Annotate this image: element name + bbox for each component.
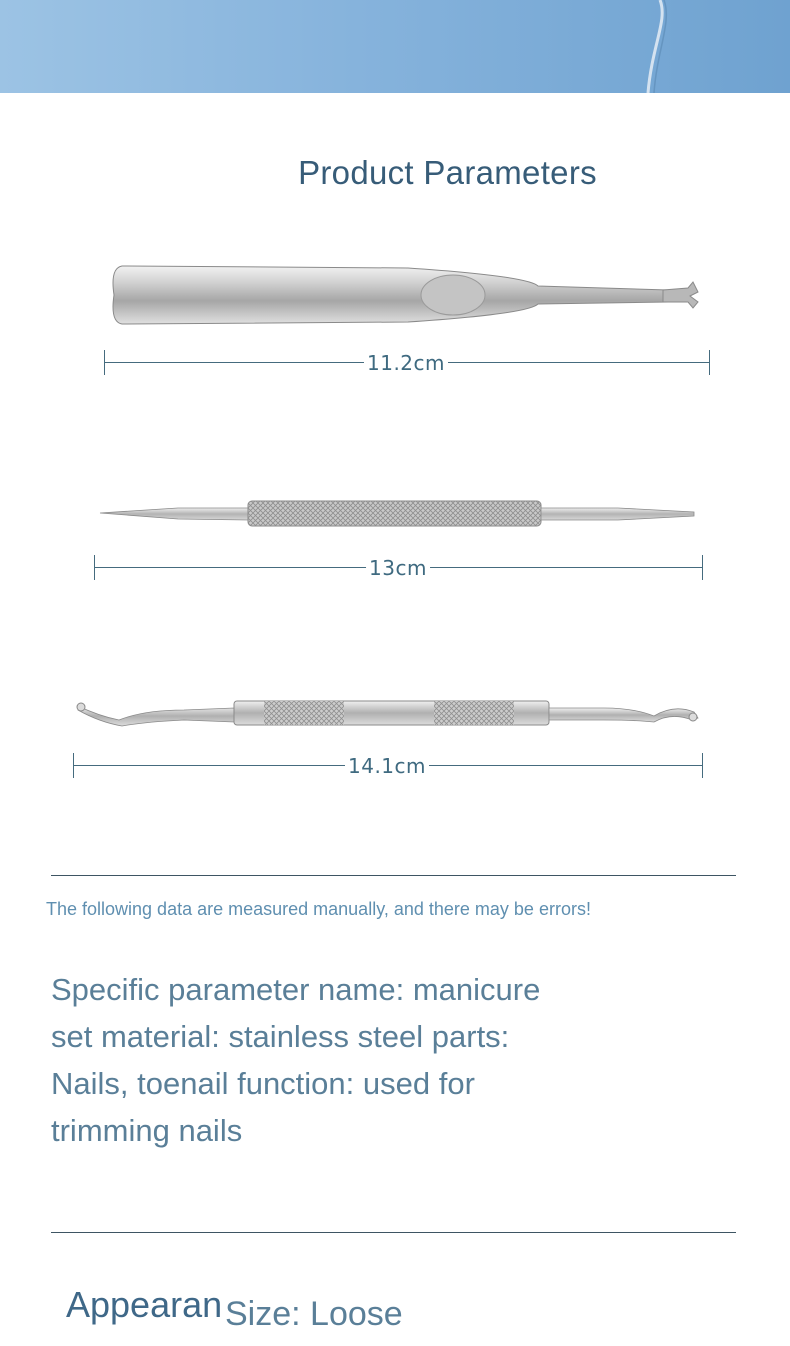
divider-top <box>51 875 736 876</box>
divider-bottom <box>51 1232 736 1233</box>
length-label-3: 14.1cm <box>345 755 429 777</box>
length-label-2: 13cm <box>366 557 430 579</box>
dimension-line-3 <box>73 755 703 777</box>
double-ended-curette-image <box>74 696 702 730</box>
double-ended-file-image <box>98 498 696 530</box>
banner-tool-tip-decoration <box>0 0 790 93</box>
dimension-line-2 <box>94 557 703 579</box>
appearance-label: Appearan <box>66 1284 223 1325</box>
spec-text <box>51 966 611 1154</box>
length-label-1: 11.2cm <box>364 352 448 374</box>
size-label: Size: Loose <box>225 1295 403 1333</box>
cuticle-pusher-image <box>108 262 708 328</box>
spec-line: set material: stainless steel parts: <box>51 1019 510 1054</box>
spec-line: Nails, toenail function: used for <box>51 1066 475 1101</box>
header-banner <box>0 0 790 93</box>
spec-line: trimming nails <box>51 1113 243 1148</box>
spec-line: Specific parameter name: manicure <box>51 972 541 1007</box>
measurement-note: The following data are measured manually, and there may be errors! <box>46 899 591 919</box>
dimension-line-1 <box>104 352 710 374</box>
page-title: Product Parameters <box>298 154 597 191</box>
